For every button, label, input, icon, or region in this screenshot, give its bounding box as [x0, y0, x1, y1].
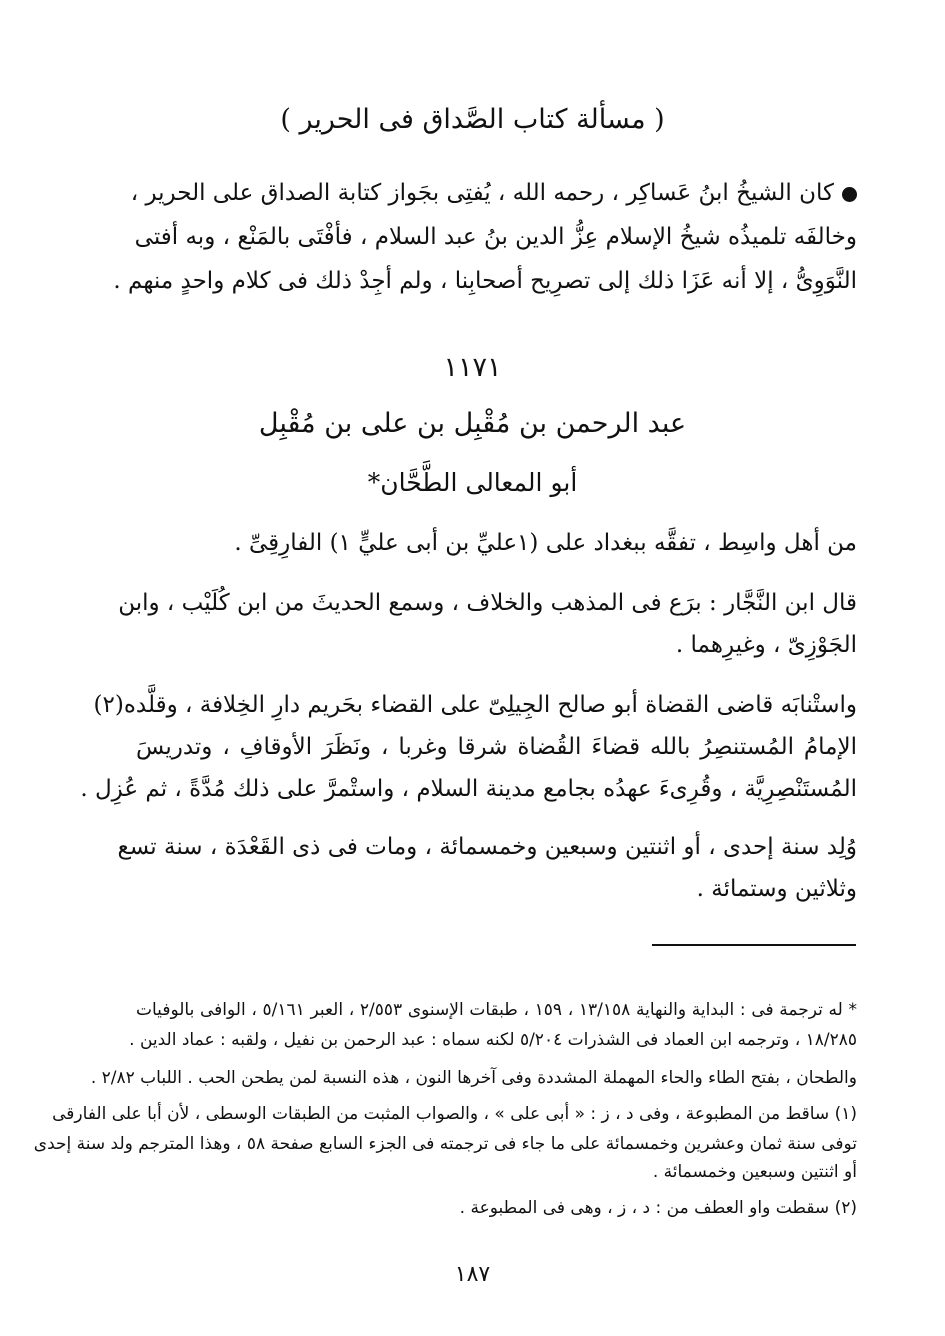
entry-number: ١١٧١ — [443, 352, 502, 383]
footnote-line: * له ترجمة فى : البداية والنهاية ١٣/١٥٨ ، ١٥٩ ، طبقات الإسنوى ٢/٥٥٣ ، العبر ٥/١٦١ ، الوافى بالوفيات — [136, 1000, 857, 1020]
entry-kunya: أبو المعالى الطَّحَّان* — [367, 468, 578, 497]
para1-line3: النَّوَوِىُّ ، إلا أنه عَزَا ذلك إلى تصرِيح أصحابِنا ، ولم أجِدْ ذلك فى كلام واحدٍ منهم . — [113, 268, 857, 294]
footnote-divider — [652, 944, 856, 946]
page-number: ١٨٧ — [454, 1262, 491, 1287]
para1-line1: كان الشيخُ ابنُ عَساكِر ، رحمه الله ، يُفتِى بجَواز كتابة الصداق على الحرير ، — [136, 180, 857, 206]
footnote-line: والطحان ، بفتح الطاء والحاء المهملة المشددة وفى آخرها النون ، هذه النسبة لمن يطحن الحب . اللباب ٢/٨٢ . — [90, 1068, 857, 1088]
para3-line1: قال ابن النَّجَّار : برَع فى المذهب والخلاف ، وسمع الحديثَ من ابن كُلَيْب ، وابن — [118, 590, 857, 616]
footnote-line: توفى سنة ثمان وعشرين وخمسمائة على ما جاء فى ترجمته فى الجزء السابع صفحة ٥٨ ، وهذا المترجم ولد سنة إحدى — [33, 1134, 857, 1154]
footnote-line: أو اثنتين وسبعين وخمسمائة . — [652, 1162, 857, 1182]
para1-line2: وخالفَه تلميذُه شيخُ الإسلام عِزُّ الدين بنُ عبد السلام ، فأفْتَى بالمَنْع ، وبه أفتى — [134, 224, 857, 250]
bullet-icon — [842, 187, 857, 202]
section-title: ( مسألة كتاب الصَّداق فى الحرير ) — [280, 104, 665, 135]
para5-line2: وثلاثين وستمائة . — [696, 876, 857, 902]
para2: من أهل واسِط ، تفقَّه ببغداد على (١عليِّ بن أبى عليٍّ ١) الفارِقِىِّ . — [234, 530, 857, 556]
footnote-line: (١) ساقط من المطبوعة ، وفى د ، ز : « أبى على » ، والصواب المثبت من الطبقات الوسطى ، لأن أبا على الفارقى — [52, 1104, 857, 1124]
para4-line1: واستْنابَه قاضى القضاة أبو صالح الجِيلِىّ على القضاء بحَريم دارِ الخِلافة ، وقلَّده(٢) — [93, 692, 857, 718]
para5-line1: وُلِد سنة إحدى ، أو اثنتين وسبعين وخمسمائة ، ومات فى ذى القَعْدَة ، سنة تسع — [117, 834, 857, 860]
para3-line2: الجَوْزِىّ ، وغيرِهما . — [675, 632, 857, 658]
para4-line2: الإمامُ المُستنصِرُ بالله قضاءَ القُضاة شرقا وغربا ، ونَظَرَ الأوقافِ ، وتدريسَ — [136, 734, 857, 760]
footnote-line: (٢) سقطت واو العطف من : د ، ز ، وهى فى المطبوعة . — [459, 1198, 857, 1218]
para4-line3: المُستَنْصِرِيَّة ، وقُرِىءَ عهدُه بجامع مدينة السلام ، واستْمرَّ على ذلك مُدَّةً ، ثم عُزِل . — [80, 776, 857, 802]
entry-name: عبد الرحمن بن مُقْبِل بن على بن مُقْبِل — [258, 408, 687, 439]
footnote-line: ١٨/٢٨٥ ، وترجمه ابن العماد فى الشذرات ٥/٢٠٤ لكنه سماه : عبد الرحمن بن نفيل ، ولقبه : عماد الدين . — [129, 1030, 857, 1050]
